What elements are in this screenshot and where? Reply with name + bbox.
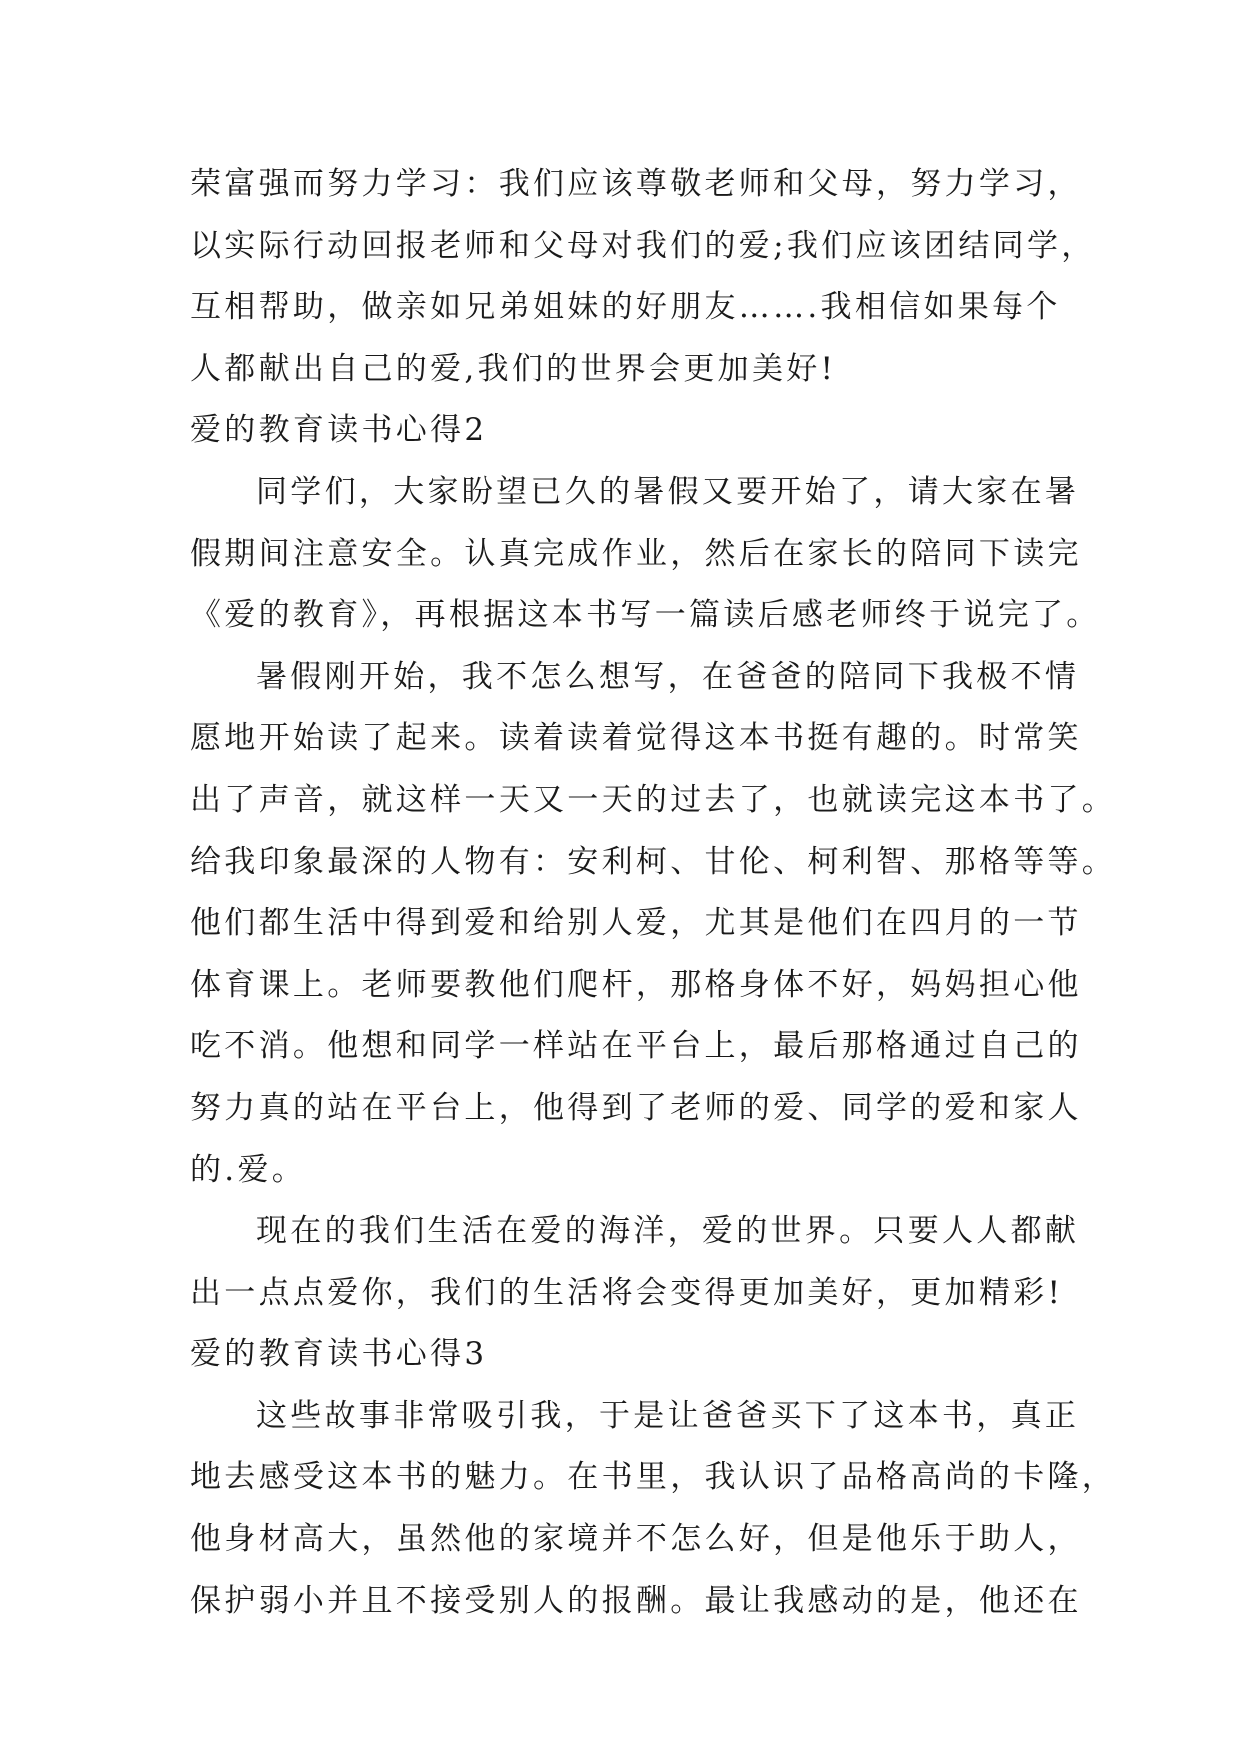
text-line: 愿地开始读了起来。读着读着觉得这本书挺有趣的。时常笑 xyxy=(190,720,1082,757)
section-heading: 爱的教育读书心得3 xyxy=(190,1336,488,1373)
section-heading: 爱的教育读书心得2 xyxy=(190,412,488,449)
text-line: 地去感受这本书的魅力。在书里，我认识了品格高尚的卡隆， xyxy=(190,1459,1117,1496)
text-line: 努力真的站在平台上，他得到了老师的爱、同学的爱和家人 xyxy=(190,1089,1082,1126)
text-line: 荣富强而努力学习：我们应该尊敬老师和父母，努力学习， xyxy=(190,166,1082,202)
text-line: 假期间注意安全。认真完成作业，然后在家长的陪同下读完 xyxy=(190,535,1082,572)
text-line: 给我印象最深的人物有：安利柯、甘伦、柯利智、那格等等。 xyxy=(190,843,1117,880)
text-line: 同学们，大家盼望已久的暑假又要开始了，请大家在暑 xyxy=(256,473,1080,510)
text-line: 出了声音，就这样一天又一天的过去了，也就读完这本书了。 xyxy=(190,781,1117,818)
text-line: 互相帮助，做亲如兄弟姐妹的好朋友…….我相信如果每个 xyxy=(190,289,1061,326)
document-body xyxy=(190,154,1117,1632)
text-line: 现在的我们生活在爱的海洋，爱的世界。只要人人都献 xyxy=(256,1213,1080,1250)
text-line: 保护弱小并且不接受别人的报酬。最让我感动的是，他还在 xyxy=(190,1582,1082,1619)
text-line: 的.爱。 xyxy=(190,1151,307,1188)
text-line: 人都献出自己的爱,我们的世界会更加美好! xyxy=(190,350,837,387)
text-line: 这些故事非常吸引我，于是让爸爸买下了这本书，真正 xyxy=(256,1397,1080,1434)
text-line: 他们都生活中得到爱和给别人爱，尤其是他们在四月的一节 xyxy=(190,905,1082,942)
text-line: 暑假刚开始，我不怎么想写，在爸爸的陪同下我极不情 xyxy=(256,658,1080,695)
text-line: 他身材高大，虽然他的家境并不怎么好，但是他乐于助人， xyxy=(190,1521,1082,1558)
text-line: 体育课上。老师要教他们爬杆，那格身体不好，妈妈担心他 xyxy=(190,966,1082,1003)
text-line: 以实际行动回报老师和父母对我们的爱;我们应该团结同学， xyxy=(190,227,1096,264)
text-line: 出一点点爱你，我们的生活将会变得更加美好，更加精彩! xyxy=(190,1274,1064,1311)
text-line: 吃不消。他想和同学一样站在平台上，最后那格通过自己的 xyxy=(190,1028,1082,1065)
text-line: 《爱的教育》，再根据这本书写一篇读后感老师终于说完了。 xyxy=(190,597,1101,634)
